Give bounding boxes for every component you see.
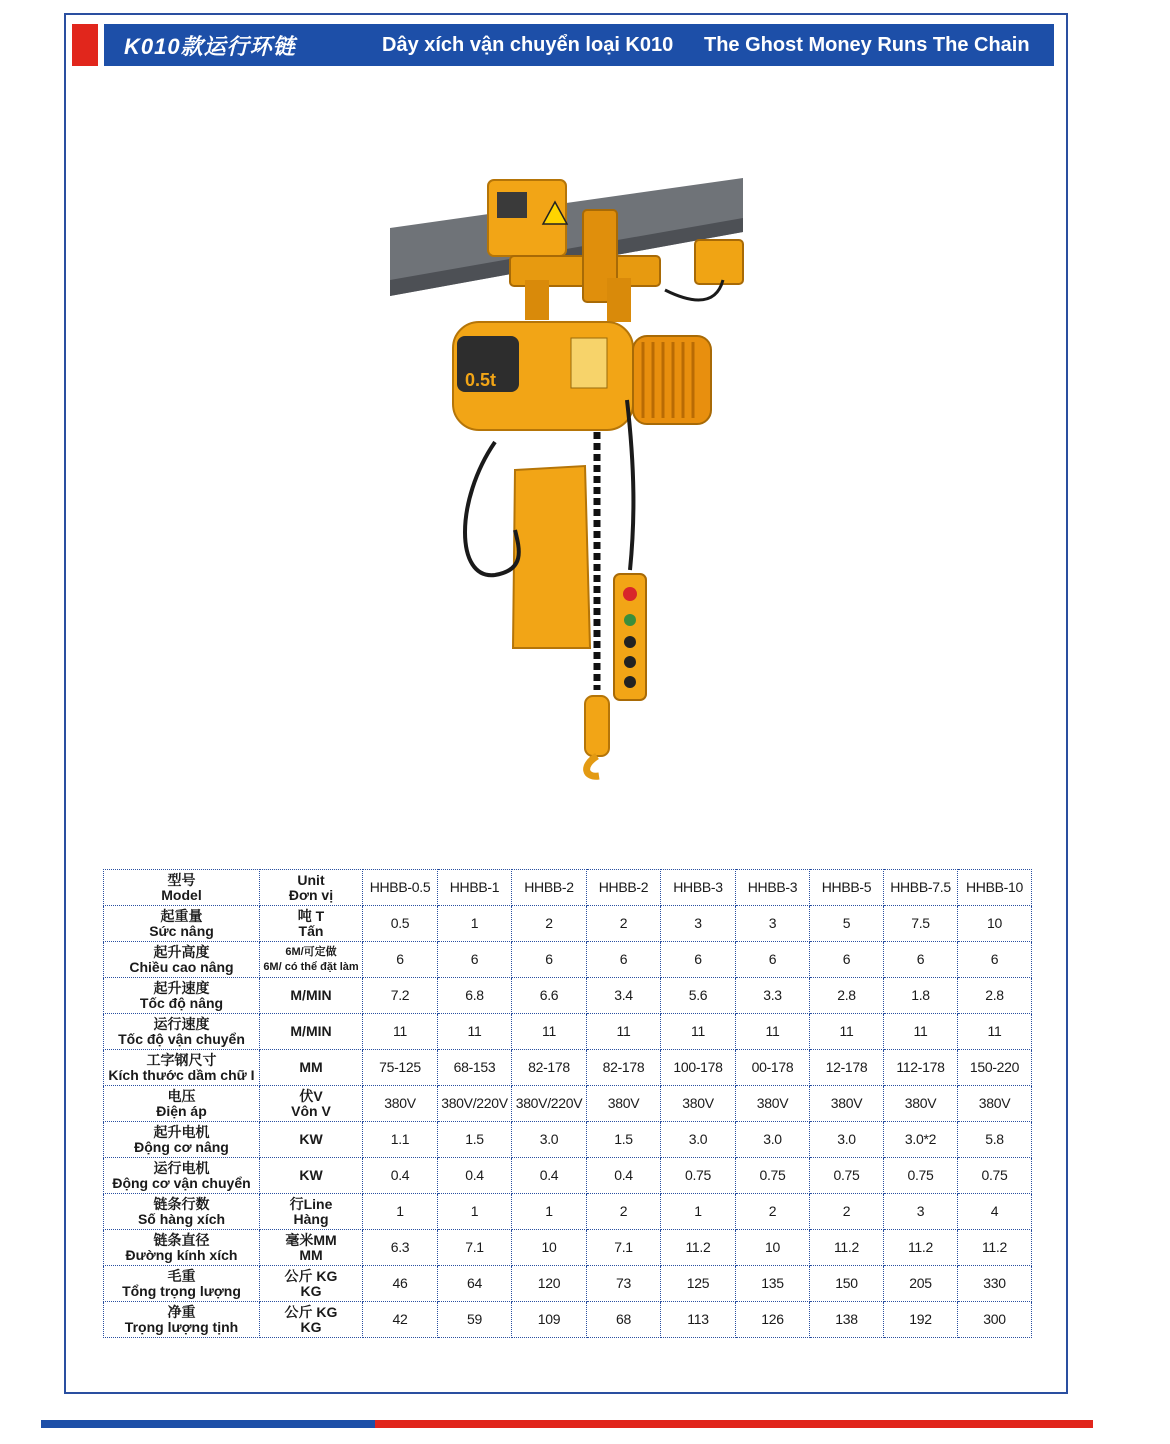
row-unit-cell bbox=[260, 1122, 363, 1158]
value-cell: 2 bbox=[512, 906, 587, 942]
value-cell: 6 bbox=[438, 942, 512, 978]
cell-line-2: Trọng lượng tịnh bbox=[124, 1318, 239, 1335]
value-cell: 3.0*2 bbox=[884, 1122, 958, 1158]
value-cell: 1 bbox=[363, 1194, 438, 1230]
value-cell: 1 bbox=[661, 1194, 736, 1230]
value-cell: 0.75 bbox=[958, 1158, 1032, 1194]
value-cell: 6 bbox=[884, 942, 958, 978]
value-cell: 1.8 bbox=[884, 978, 958, 1014]
footer-red-stripe bbox=[375, 1420, 1093, 1428]
electric-chain-hoist-with-trolley-icon bbox=[385, 170, 750, 780]
value-cell: 11 bbox=[736, 1014, 810, 1050]
row-unit-cell bbox=[260, 1302, 363, 1338]
cell-line-1: 公斤 KG bbox=[284, 1267, 338, 1284]
cell-line-1: 行Line bbox=[289, 1195, 333, 1212]
cell-line-1: 吨 T bbox=[297, 907, 325, 924]
cell-line-2: Điện áp bbox=[156, 1102, 207, 1119]
cell-line-2: Đơn vị bbox=[288, 886, 334, 903]
cell-line-2: Tốc độ vận chuyển bbox=[118, 1030, 245, 1047]
table-row bbox=[104, 942, 1032, 978]
value-cell: 0.75 bbox=[884, 1158, 958, 1194]
value-cell: 2 bbox=[587, 1194, 661, 1230]
value-cell: 2 bbox=[736, 1194, 810, 1230]
value-cell: 6 bbox=[661, 942, 736, 978]
cell-line-2: MM bbox=[299, 1246, 323, 1263]
table-row bbox=[104, 906, 1032, 942]
table-row bbox=[104, 1158, 1032, 1194]
value-cell: 11 bbox=[363, 1014, 438, 1050]
cell-line-1: 净重 bbox=[167, 1303, 196, 1320]
value-cell: 2.8 bbox=[958, 978, 1032, 1014]
table-header-row bbox=[104, 870, 1032, 906]
value-cell: 5.8 bbox=[958, 1122, 1032, 1158]
value-cell: 3.3 bbox=[736, 978, 810, 1014]
value-cell: 205 bbox=[884, 1266, 958, 1302]
value-cell: 6 bbox=[810, 942, 884, 978]
row-label-cell bbox=[104, 1230, 260, 1266]
value-cell: 10 bbox=[736, 1230, 810, 1266]
model-header-cell: HHBB-3 bbox=[736, 870, 810, 906]
title-english: The Ghost Money Runs The Chain bbox=[704, 33, 1030, 56]
cell-line-1: M/MIN bbox=[290, 1023, 332, 1039]
cell-line-1: 伏V bbox=[299, 1087, 323, 1104]
value-cell: 11 bbox=[810, 1014, 884, 1050]
cell-line-1: MM bbox=[299, 1059, 323, 1075]
title-vietnamese: Dây xích vận chuyển loại K010 bbox=[382, 33, 674, 56]
hoist-nameplate: 0.5t bbox=[465, 370, 497, 390]
cell-line-1: 公斤 KG bbox=[284, 1303, 338, 1320]
value-cell: 330 bbox=[958, 1266, 1032, 1302]
value-cell: 6 bbox=[512, 942, 587, 978]
value-cell: 00-178 bbox=[736, 1050, 810, 1086]
value-cell: 75-125 bbox=[363, 1050, 438, 1086]
value-cell: 7.1 bbox=[587, 1230, 661, 1266]
value-cell: 11 bbox=[661, 1014, 736, 1050]
value-cell: 1.5 bbox=[438, 1122, 512, 1158]
value-cell: 6 bbox=[587, 942, 661, 978]
value-cell: 109 bbox=[512, 1302, 587, 1338]
value-cell: 5.6 bbox=[661, 978, 736, 1014]
value-cell: 11 bbox=[587, 1014, 661, 1050]
value-cell: 3.4 bbox=[587, 978, 661, 1014]
cell-line-1: 毛重 bbox=[167, 1267, 196, 1284]
value-cell: 0.4 bbox=[363, 1158, 438, 1194]
value-cell: 3 bbox=[736, 906, 810, 942]
cell-line-2: Số hàng xích bbox=[137, 1210, 226, 1227]
title-chinese: K010款运行环链 bbox=[124, 33, 296, 59]
cell-line-1: 链条直径 bbox=[153, 1231, 210, 1248]
value-cell: 3 bbox=[661, 906, 736, 942]
model-header-cell: HHBB-0.5 bbox=[363, 870, 438, 906]
cell-line-2: Vôn V bbox=[291, 1102, 331, 1119]
value-cell: 100-178 bbox=[661, 1050, 736, 1086]
cell-line-2: Đường kính xích bbox=[125, 1246, 238, 1263]
cell-line-1: KW bbox=[299, 1167, 323, 1183]
value-cell: 3 bbox=[884, 1194, 958, 1230]
value-cell: 6.3 bbox=[363, 1230, 438, 1266]
title-bar bbox=[104, 24, 1054, 66]
cell-line-2: Tấn bbox=[298, 922, 324, 939]
cell-line-1: 毫米MM bbox=[285, 1231, 337, 1248]
cell-line-2: Sức nâng bbox=[149, 922, 214, 939]
value-cell: 10 bbox=[512, 1230, 587, 1266]
row-label-cell bbox=[104, 1266, 260, 1302]
row-label-cell bbox=[104, 1194, 260, 1230]
value-cell: 5 bbox=[810, 906, 884, 942]
value-cell: 3.0 bbox=[810, 1122, 884, 1158]
model-header-cell: HHBB-2 bbox=[512, 870, 587, 906]
value-cell: 82-178 bbox=[512, 1050, 587, 1086]
header-label-cell bbox=[104, 870, 260, 906]
value-cell: 113 bbox=[661, 1302, 736, 1338]
value-cell: 380V bbox=[661, 1086, 736, 1122]
value-cell: 6 bbox=[958, 942, 1032, 978]
cell-line-2: Chiều cao nâng bbox=[129, 958, 234, 975]
spec-table bbox=[103, 869, 1032, 1338]
value-cell: 7.5 bbox=[884, 906, 958, 942]
cell-line-1: 6M/可定做 bbox=[285, 945, 337, 958]
row-label-cell bbox=[104, 1050, 260, 1086]
value-cell: 1.5 bbox=[587, 1122, 661, 1158]
footer-blue-stripe bbox=[41, 1420, 375, 1428]
value-cell: 1.1 bbox=[363, 1122, 438, 1158]
cell-line-2: Tổng trọng lượng bbox=[122, 1282, 241, 1299]
row-label-cell bbox=[104, 1086, 260, 1122]
model-header-cell: HHBB-5 bbox=[810, 870, 884, 906]
row-label-cell bbox=[104, 1122, 260, 1158]
value-cell: 0.75 bbox=[810, 1158, 884, 1194]
value-cell: 3.0 bbox=[736, 1122, 810, 1158]
row-unit-cell bbox=[260, 942, 363, 978]
value-cell: 0.5 bbox=[363, 906, 438, 942]
row-label-cell bbox=[104, 1158, 260, 1194]
value-cell: 11.2 bbox=[884, 1230, 958, 1266]
value-cell: 0.75 bbox=[661, 1158, 736, 1194]
value-cell: 82-178 bbox=[587, 1050, 661, 1086]
value-cell: 2 bbox=[810, 1194, 884, 1230]
cell-line-2: Động cơ vận chuyển bbox=[112, 1174, 251, 1191]
value-cell: 11.2 bbox=[810, 1230, 884, 1266]
value-cell: 11.2 bbox=[661, 1230, 736, 1266]
row-unit-cell bbox=[260, 1266, 363, 1302]
cell-line-2: KG bbox=[300, 1318, 322, 1335]
value-cell: 46 bbox=[363, 1266, 438, 1302]
value-cell: 192 bbox=[884, 1302, 958, 1338]
table-row bbox=[104, 1230, 1032, 1266]
cell-line-2: Kích thước dầm chữ I bbox=[108, 1066, 255, 1083]
value-cell: 0.4 bbox=[587, 1158, 661, 1194]
value-cell: 1 bbox=[438, 1194, 512, 1230]
value-cell: 380V bbox=[736, 1086, 810, 1122]
value-cell: 120 bbox=[512, 1266, 587, 1302]
value-cell: 2.8 bbox=[810, 978, 884, 1014]
table-row bbox=[104, 1122, 1032, 1158]
value-cell: 126 bbox=[736, 1302, 810, 1338]
cell-line-2: Model bbox=[161, 886, 202, 903]
table-row bbox=[104, 1086, 1032, 1122]
table-row bbox=[104, 1302, 1032, 1338]
table-row bbox=[104, 1266, 1032, 1302]
table-row bbox=[104, 1014, 1032, 1050]
row-unit-cell bbox=[260, 1050, 363, 1086]
title-accent-block bbox=[72, 24, 98, 66]
table-row bbox=[104, 1050, 1032, 1086]
value-cell: 59 bbox=[438, 1302, 512, 1338]
value-cell: 380V/220V bbox=[438, 1086, 512, 1122]
cell-line-1: M/MIN bbox=[290, 987, 332, 1003]
row-label-cell bbox=[104, 1302, 260, 1338]
value-cell: 150-220 bbox=[958, 1050, 1032, 1086]
value-cell: 68-153 bbox=[438, 1050, 512, 1086]
value-cell: 3.0 bbox=[661, 1122, 736, 1158]
value-cell: 0.75 bbox=[736, 1158, 810, 1194]
value-cell: 6.6 bbox=[512, 978, 587, 1014]
value-cell: 11.2 bbox=[958, 1230, 1032, 1266]
value-cell: 10 bbox=[958, 906, 1032, 942]
cell-line-1: KW bbox=[299, 1131, 323, 1147]
value-cell: 300 bbox=[958, 1302, 1032, 1338]
value-cell: 6 bbox=[363, 942, 438, 978]
value-cell: 380V bbox=[363, 1086, 438, 1122]
value-cell: 64 bbox=[438, 1266, 512, 1302]
value-cell: 11 bbox=[438, 1014, 512, 1050]
model-header-cell: HHBB-3 bbox=[661, 870, 736, 906]
value-cell: 11 bbox=[884, 1014, 958, 1050]
value-cell: 7.1 bbox=[438, 1230, 512, 1266]
value-cell: 0.4 bbox=[512, 1158, 587, 1194]
cell-line-1: 电压 bbox=[167, 1087, 196, 1104]
row-unit-cell bbox=[260, 1014, 363, 1050]
value-cell: 3.0 bbox=[512, 1122, 587, 1158]
value-cell: 135 bbox=[736, 1266, 810, 1302]
model-header-cell: HHBB-10 bbox=[958, 870, 1032, 906]
table-row bbox=[104, 978, 1032, 1014]
value-cell: 68 bbox=[587, 1302, 661, 1338]
value-cell: 150 bbox=[810, 1266, 884, 1302]
value-cell: 0.4 bbox=[438, 1158, 512, 1194]
value-cell: 6.8 bbox=[438, 978, 512, 1014]
row-label-cell bbox=[104, 1014, 260, 1050]
cell-line-1: Unit bbox=[297, 871, 325, 888]
model-header-cell: HHBB-1 bbox=[438, 870, 512, 906]
cell-line-2: 6M/ có thể đặt làm bbox=[263, 960, 359, 973]
value-cell: 112-178 bbox=[884, 1050, 958, 1086]
cell-line-1: 工字钢尺寸 bbox=[146, 1051, 217, 1068]
value-cell: 125 bbox=[661, 1266, 736, 1302]
value-cell: 380V bbox=[958, 1086, 1032, 1122]
header-unit-cell bbox=[260, 870, 363, 906]
row-unit-cell bbox=[260, 1086, 363, 1122]
value-cell: 1 bbox=[512, 1194, 587, 1230]
row-unit-cell bbox=[260, 1230, 363, 1266]
cell-line-1: 起升电机 bbox=[153, 1123, 210, 1140]
value-cell: 1 bbox=[438, 906, 512, 942]
value-cell: 11 bbox=[512, 1014, 587, 1050]
value-cell: 380V/220V bbox=[512, 1086, 587, 1122]
cell-line-1: 起重量 bbox=[160, 907, 203, 924]
cell-line-2: Tốc độ nâng bbox=[139, 994, 224, 1011]
cell-line-1: 起升速度 bbox=[153, 979, 210, 996]
value-cell: 42 bbox=[363, 1302, 438, 1338]
row-unit-cell bbox=[260, 906, 363, 942]
value-cell: 7.2 bbox=[363, 978, 438, 1014]
row-label-cell bbox=[104, 942, 260, 978]
value-cell: 2 bbox=[587, 906, 661, 942]
cell-line-1: 运行电机 bbox=[153, 1159, 210, 1176]
value-cell: 11 bbox=[958, 1014, 1032, 1050]
value-cell: 380V bbox=[587, 1086, 661, 1122]
row-unit-cell bbox=[260, 978, 363, 1014]
model-header-cell: HHBB-7.5 bbox=[884, 870, 958, 906]
value-cell: 380V bbox=[884, 1086, 958, 1122]
cell-line-1: 运行速度 bbox=[153, 1015, 210, 1032]
cell-line-2: KG bbox=[300, 1282, 322, 1299]
cell-line-1: 链条行数 bbox=[153, 1195, 210, 1212]
row-unit-cell bbox=[260, 1158, 363, 1194]
cell-line-1: 起升高度 bbox=[153, 943, 210, 960]
table-row bbox=[104, 1194, 1032, 1230]
row-label-cell bbox=[104, 978, 260, 1014]
row-unit-cell bbox=[260, 1194, 363, 1230]
row-label-cell bbox=[104, 906, 260, 942]
value-cell: 380V bbox=[810, 1086, 884, 1122]
cell-line-2: Động cơ nâng bbox=[134, 1138, 229, 1155]
model-header-cell: HHBB-2 bbox=[587, 870, 661, 906]
value-cell: 12-178 bbox=[810, 1050, 884, 1086]
value-cell: 6 bbox=[736, 942, 810, 978]
cell-line-1: 型号 bbox=[167, 871, 196, 888]
value-cell: 138 bbox=[810, 1302, 884, 1338]
cell-line-2: Hàng bbox=[293, 1210, 329, 1227]
value-cell: 73 bbox=[587, 1266, 661, 1302]
value-cell: 4 bbox=[958, 1194, 1032, 1230]
